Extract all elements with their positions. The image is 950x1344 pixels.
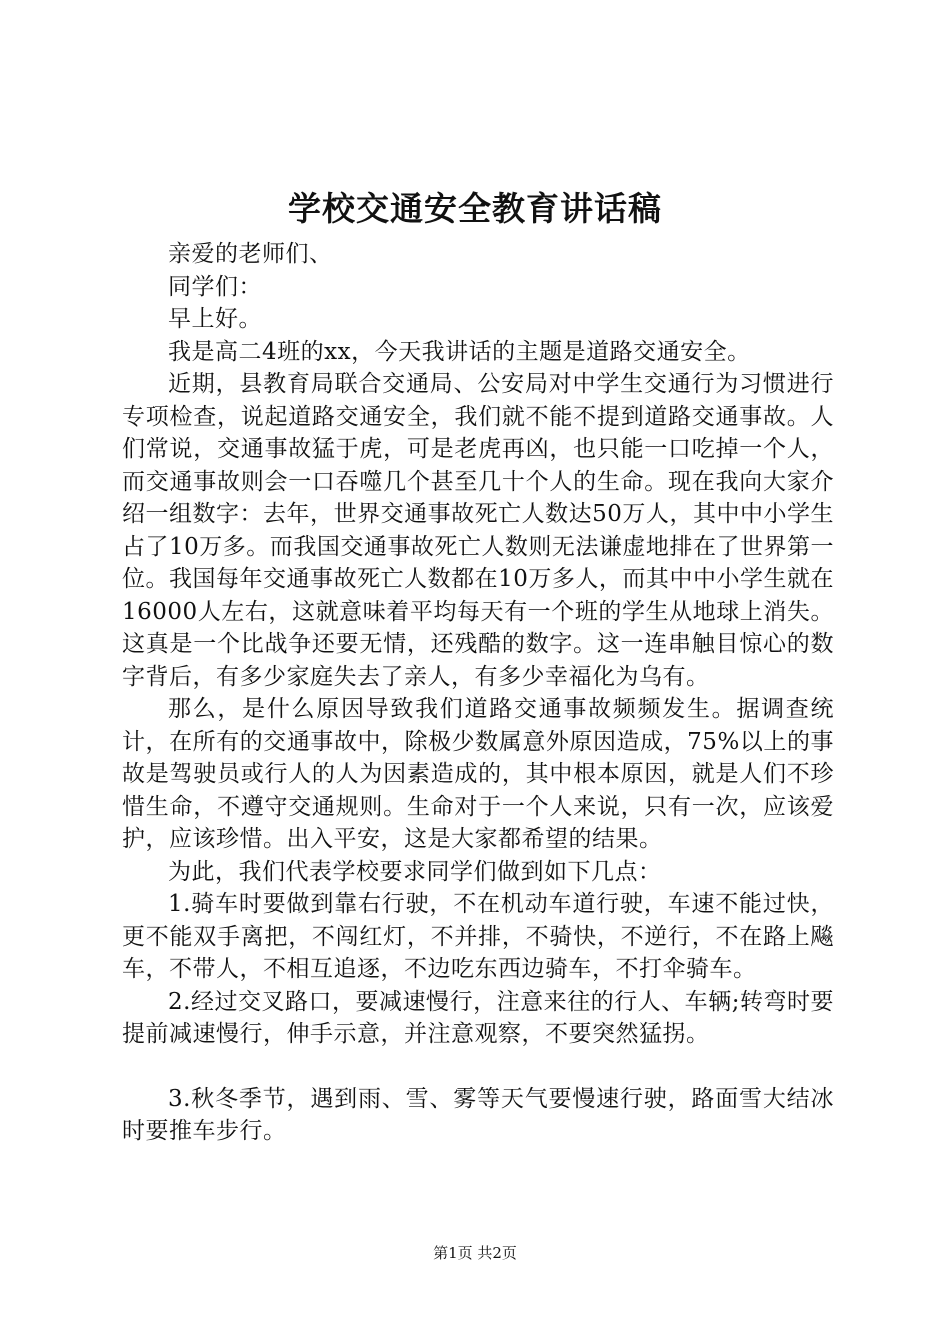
document-title: 学校交通安全教育讲话稿 xyxy=(288,189,662,228)
paragraph-rule-3: 3.秋冬季节，遇到雨、雪、雾等天气要慢速行驶，路面雪大结冰时要推车步行。 xyxy=(122,1085,834,1144)
paragraph-accident-causes: 那么，是什么原因导致我们道路交通事故频频发生。据调查统计，在所有的交通事故中，除极少数属意外原因造成，75%以上的事故是驾驶员或行人的人为因素造成的，其中根本原因，就是人们不珍惜生命，不遵守交通规则。生命对于一个人来说，只有一次，应该爱护，应该珍惜。出入平安，这是大家都希望的结果。 xyxy=(122,696,834,852)
paragraph-salutation-teachers: 亲爱的老师们、 xyxy=(168,241,333,267)
document-body xyxy=(122,238,834,1148)
paragraph-rule-2: 2.经过交叉路口，要减速慢行，注意来往的行人、车辆;转弯时要提前减速慢行，伸手示意，并注意观察，不要突然猛拐。 xyxy=(122,988,834,1047)
paragraph-requirements-intro: 为此，我们代表学校要求同学们做到如下几点： xyxy=(168,858,662,885)
paragraph-spacer xyxy=(122,1051,834,1083)
paragraph-accident-statistics: 近期，县教育局联合交通局、公安局对中学生交通行为习惯进行专项检查，说起道路交通安全，我们就不能不提到道路交通事故。人们常说，交通事故猛于虎，可是老虎再凶，也只能一口吃掉一个人，而交通事故则会一口吞噬几个甚至几十个人的生命。现在我向大家介绍一组数字：去年，世界交通事故死亡人数达50万人，其中中小学生占了10万多。而我国交通事故死亡人数则无法谦虚地排在了世界第一位。我国每年交通事故死亡人数都在10万多人，而其中中小学生就在16000人左右，这就意味着平均每天有一个班的学生从地球上消失。这真是一个比战争还要无情，还残酷的数字。这一连串触目惊心的数字背后，有多少家庭失去了亲人，有多少幸福化为乌有。 xyxy=(122,371,834,690)
paragraph-salutation-students: 同学们： xyxy=(168,273,262,300)
paragraph-greeting: 早上好。 xyxy=(168,306,262,332)
paragraph-self-introduction: 我是高二4班的xx，今天我讲话的主题是道路交通安全。 xyxy=(168,338,751,365)
paragraph-rule-1: 1.骑车时要做到靠右行驶，不在机动车道行驶，车速不能过快，更不能双手离把，不闯红灯，不并排，不骑快，不逆行，不在路上飚车，不带人，不相互追逐，不边吃东西边骑车，不打伞骑车。 xyxy=(122,891,834,982)
page-number-footer: 第1页 共2页 xyxy=(433,1244,517,1262)
